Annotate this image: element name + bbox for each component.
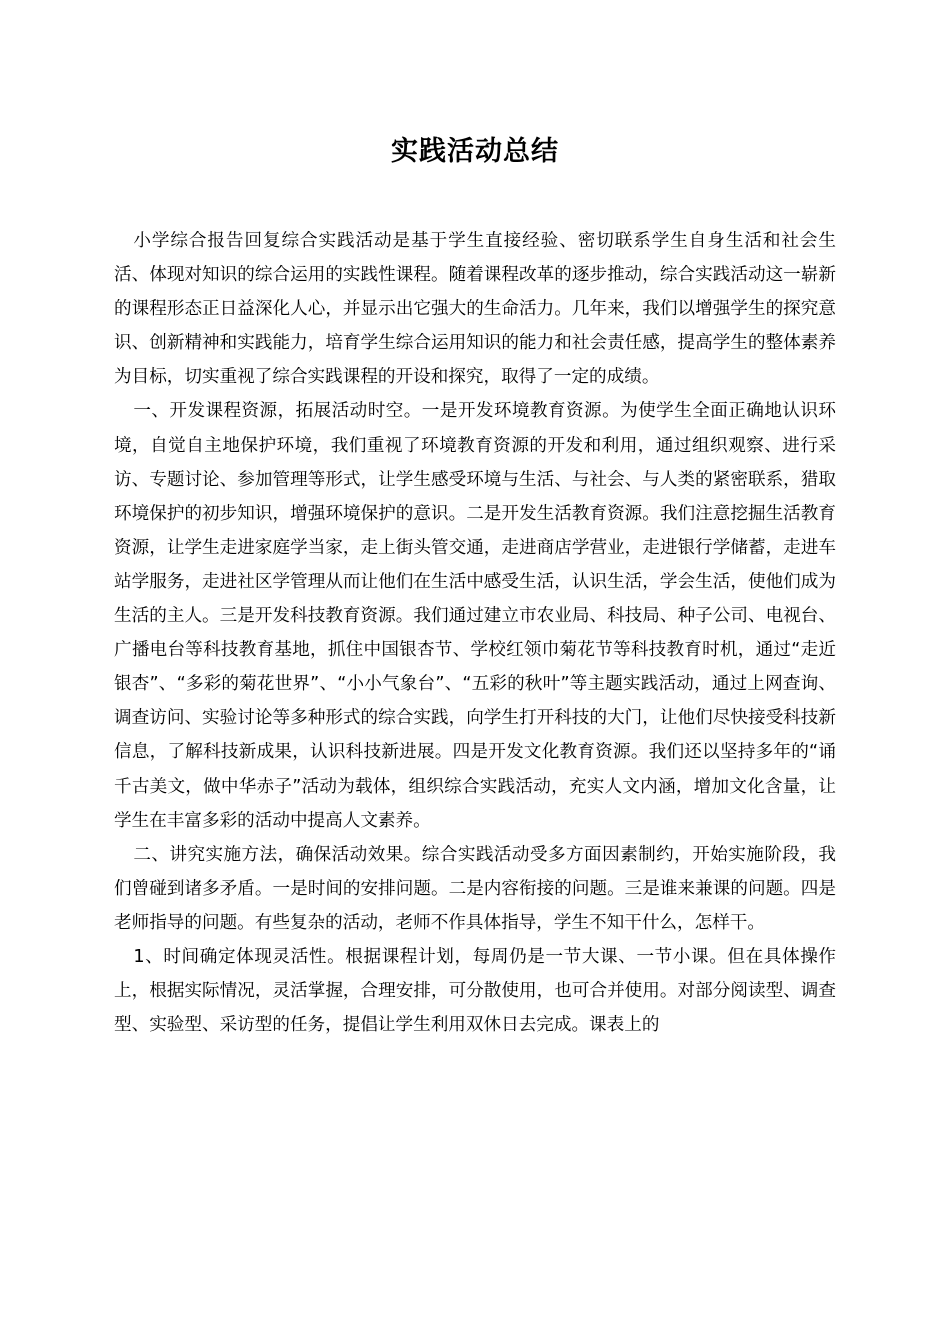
paragraph-section-one: 一、开发课程资源，拓展活动时空。一是开发环境教育资源。为使学生全面正确地认识环境，自觉自主地保护环境，我们重视了环境教育资源的开发和利用，通过组织观察、进行采访、专题讨论、参加管理等形式，让学生感受环境与生活、与社会、与人类的紧密联系，猎取环境保护的初步知识，增强环境保护的意识。二是开发生活教育资源。我们注意挖掘生活教育资源，让学生走进家庭学当家，走上街头管交通，走进商店学营业，走进银行学储蓄，走进车站学服务，走进社区学管理从而让他们在生活中感受生活，认识生活，学会生活，使他们成为生活的主人。三是开发科技教育资源。我们通过建立市农业局、科技局、种子公司、电视台、广播电台等科技教育基地，抓住中国银杏节、学校红领巾菊花节等科技教育时机，通过“走近银杏”、“多彩的菊花世界”、“小小气象台”、“五彩的秋叶”等主题实践活动，通过上网查询、调查访问、实验讨论等多种形式的综合实践，向学生打开科技的大门，让他们尽快接受科技新信息，了解科技新成果，认识科技新进展。四是开发文化教育资源。我们还以坚持多年的“诵千古美文，做中华赤子”活动为载体，组织综合实践活动，充实人文内涵，增加文化含量，让学生在丰富多彩的活动中提高人文素养。 [114,401,836,831]
document-body [114,224,836,1042]
paragraph-intro: 小学综合报告回复综合实践活动是基于学生直接经验、密切联系学生自身生活和社会生活、体现对知识的综合运用的实践性课程。随着课程改革的逐步推动，综合实践活动这一崭新的课程形态正日益深化人心，并显示出它强大的生命活力。几年来，我们以增强学生的探究意识、创新精神和实践能力，培育学生综合运用知识的能力和社会责任感，提高学生的整体素养为目标，切实重视了综合实践课程的开设和探究，取得了一定的成绩。 [114,231,836,388]
paragraph-section-two: 二、讲究实施方法，确保活动效果。综合实践活动受多方面因素制约，开始实施阶段，我们曾碰到诸多矛盾。一是时间的安排问题。二是内容衔接的问题。三是谁来兼课的问题。四是老师指导的问题。有些复杂的活动，老师不作具体指导，学生不知干什么，怎样干。 [114,844,836,933]
paragraph-item-one: 1、时间确定体现灵活性。根据课程计划，每周仍是一节大课、一节小课。但在具体操作上，根据实际情况，灵活掌握，合理安排，可分散使用，也可合并使用。对部分阅读型、调查型、实验型、采访型的任务，提倡让学生利用双休日去完成。课表上的 [114,946,836,1036]
document-title: 实践活动总结 [391,136,559,167]
